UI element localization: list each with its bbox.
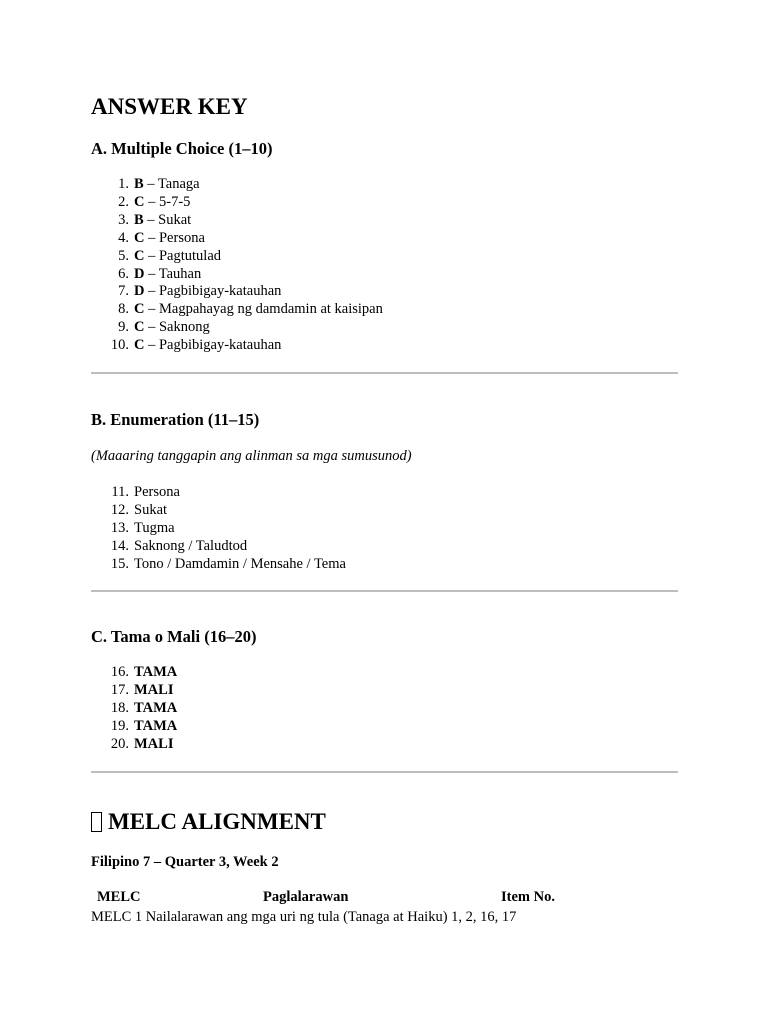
answer-text: – Pagbibigay-katauhan — [144, 337, 282, 354]
answer-letter: C — [134, 247, 145, 264]
column-header-item-no: Item No. — [501, 889, 555, 905]
answer-text: Tono / Damdamin / Mensahe / Tema — [134, 555, 346, 572]
item-number: 17. — [110, 681, 129, 698]
section-c-list — [89, 664, 177, 754]
answer-letter: C — [134, 319, 145, 336]
melc-subtitle: Filipino 7 – Quarter 3, Week 2 — [91, 854, 279, 870]
item-number: 1. — [118, 176, 129, 192]
list-item — [89, 301, 383, 319]
list-item — [89, 502, 346, 520]
answer-text: TAMA — [134, 664, 178, 680]
answer-letter: D — [134, 283, 145, 300]
list-item — [89, 664, 177, 682]
answer-text: – Saknong — [144, 319, 210, 336]
answer-letter: C — [134, 337, 145, 354]
table-header — [91, 888, 555, 908]
list-item — [89, 337, 383, 355]
answer-text: TAMA — [134, 699, 178, 716]
list-item — [89, 194, 383, 212]
answer-letter: B — [134, 176, 144, 192]
item-number: 11. — [111, 484, 129, 500]
item-number: 10. — [110, 337, 129, 354]
item-number: 4. — [118, 229, 129, 246]
item-number: 19. — [110, 717, 129, 734]
item-number: 14. — [110, 537, 129, 554]
list-item — [89, 736, 177, 754]
list-item — [89, 484, 346, 502]
answer-text: – 5-7-5 — [144, 193, 191, 210]
section-b-list — [89, 484, 346, 574]
column-header-melc: MELC — [97, 889, 141, 905]
table-row: MELC 1 Nailalarawan ang mga uri ng tula (Tanaga at Haiku) 1, 2, 16, 17 — [91, 909, 517, 925]
item-number: 20. — [110, 735, 129, 752]
item-number: 12. — [110, 501, 129, 518]
item-number: 3. — [118, 211, 129, 228]
item-number: 15. — [110, 555, 129, 572]
section-a-list — [89, 176, 383, 355]
section-b-note: (Maaaring tanggapin ang alinman sa mga sumusunod) — [91, 448, 412, 464]
item-number: 8. — [118, 301, 129, 318]
item-number: 13. — [110, 519, 129, 536]
item-number: 16. — [110, 664, 129, 680]
item-number: 5. — [118, 247, 129, 264]
answer-text: – Sukat — [143, 211, 192, 228]
answer-letter: C — [134, 301, 145, 318]
melc-heading — [91, 808, 326, 836]
answer-letter: D — [134, 265, 145, 282]
list-item — [89, 230, 383, 248]
list-item — [89, 556, 346, 574]
melc-table — [91, 888, 555, 926]
list-item — [89, 176, 383, 194]
answer-text: Persona — [134, 484, 180, 500]
list-item — [89, 248, 383, 266]
section-divider — [91, 590, 678, 592]
section-divider — [91, 372, 678, 374]
answer-letter: C — [134, 193, 145, 210]
list-item — [89, 520, 346, 538]
answer-text: TAMA — [134, 717, 178, 734]
answer-text: MALI — [134, 735, 174, 752]
answer-text: – Magpahayag ng damdamin at kaisipan — [144, 301, 383, 318]
column-header-paglalarawan: Paglalarawan — [263, 889, 349, 905]
section-divider — [91, 771, 678, 773]
list-item — [89, 682, 177, 700]
answer-text: Sukat — [134, 501, 168, 518]
answer-letter: B — [134, 211, 144, 228]
list-item — [89, 700, 177, 718]
answer-text: – Pagbibigay-katauhan — [144, 283, 282, 300]
page-title: ANSWER KEY — [91, 94, 248, 119]
answer-text: – Pagtutulad — [144, 247, 222, 264]
item-number: 2. — [118, 193, 129, 210]
answer-text: – Tauhan — [144, 265, 202, 282]
answer-letter: C — [134, 229, 145, 246]
list-item — [89, 718, 177, 736]
section-b-title: B. Enumeration (11–15) — [91, 410, 260, 429]
item-number: 6. — [118, 265, 129, 282]
answer-text: – Persona — [144, 229, 205, 246]
answer-text: Saknong / Taludtod — [134, 537, 248, 554]
list-item — [89, 538, 346, 556]
answer-text: Tugma — [134, 519, 175, 536]
list-item — [89, 266, 383, 284]
melc-title: MELC ALIGNMENT — [108, 809, 326, 834]
answer-text: – Tanaga — [143, 176, 200, 192]
answer-text: MALI — [134, 681, 174, 698]
missing-glyph-box-icon — [91, 812, 102, 832]
list-item — [89, 319, 383, 337]
section-c-title: C. Tama o Mali (16–20) — [91, 627, 257, 646]
list-item — [89, 212, 383, 230]
list-item — [89, 283, 383, 301]
item-number: 7. — [118, 283, 129, 300]
section-a-title: A. Multiple Choice (1–10) — [91, 139, 273, 158]
item-number: 9. — [118, 319, 129, 336]
item-number: 18. — [110, 699, 129, 716]
